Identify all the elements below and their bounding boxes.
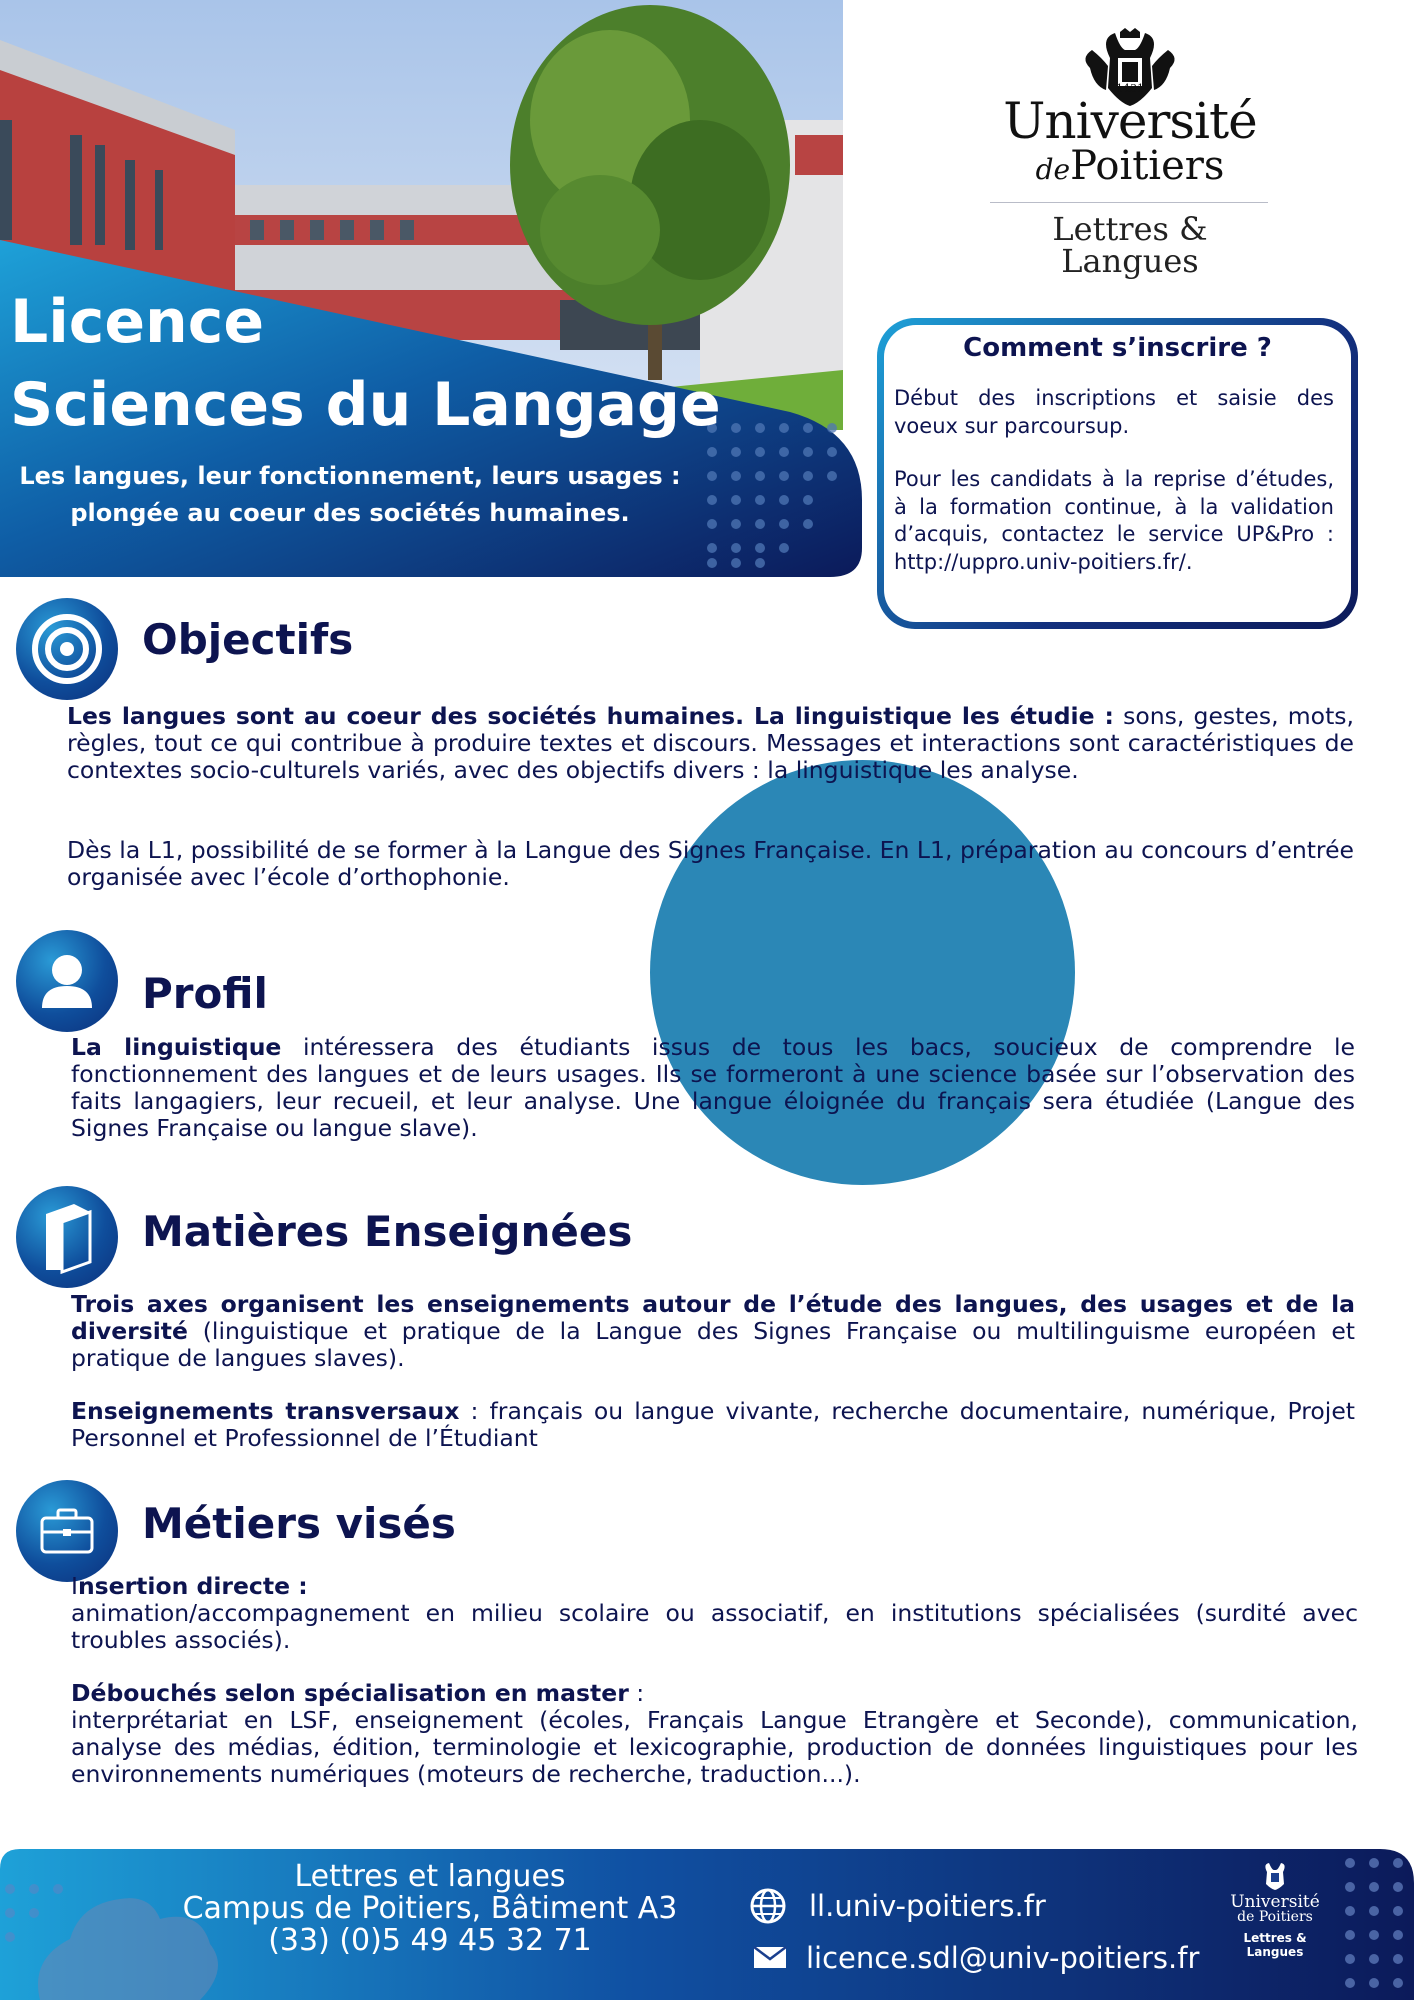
profil-paragraph [71,1034,1355,1142]
objectifs-paragraph-2: Dès la L1, possibilité de se former à la Langue des Signes Française. En L1, préparation au concours d’entrée organisée avec l’école d’orthophonie. [67,836,1354,891]
objectifs-lead: Les langues sont au coeur des sociétés humaines. La linguistique les étudie : [67,702,1114,730]
profil-text: intéressera des étudiants issus de tous les bacs, soucieux de comprendre le fonctionnement des langues et de leurs usages. Ils se formeront à une science basée sur l’observation des faits langagiers, leur recueil, et leur analyse. Une langue éloignée du français sera étudiée (Langue des Signes Française ou langue slave). [71,1033,1355,1142]
website-link[interactable]: ll.univ-poitiers.fr [809,1889,1046,1923]
insertion-label: nsertion directe : [77,1572,308,1600]
logo-name-city: Poitiers [1070,143,1225,189]
email-link[interactable]: licence.sdl@univ-poitiers.fr [806,1941,1200,1975]
matieres-title: Matières Enseignées [142,1207,633,1256]
target-icon [16,598,118,700]
profil-lead: La linguistique [71,1033,282,1061]
footer-logo [1215,1862,1335,1959]
logo-divider [990,202,1268,203]
inscription-title: Comment s’inscrire ? [963,333,1272,363]
matieres-paragraph-2 [71,1398,1355,1452]
objectifs-paragraph-1 [67,703,1354,784]
briefcase-icon [16,1480,118,1582]
footer-logo-faculty: Lettres & Langues [1243,1931,1307,1959]
mail-icon [753,1945,787,1969]
logo-name-prefix: de [1035,153,1071,186]
objectifs-text: sons, gestes, mots, règles, tout ce qui contribue à produire textes et discours. Messages et interactions sont caractéristiques de contextes socio-culturels variés, avec des objectifs divers : la linguistique les analyse. [67,702,1354,784]
objectifs-title: Objectifs [142,615,354,664]
debouches-label: Débouchés selon spécialisation en master [71,1679,629,1707]
logo-name-line1: Université [1003,92,1257,150]
inscription-text-2: Pour les candidats à la reprise d’études, à la formation continue, à la validation d’acquis, contactez le service UP&Pro : http://uppro.univ-poitiers.fr/. [894,467,1334,574]
hero-subtitle: Les langues, leur fonctionnement, leurs usages : plongée au coeur des sociétés humaines. [19,462,681,527]
logo-name-line2 [980,143,1280,189]
inscription-text-1: Début des inscriptions et saisie des voeux sur parcoursup. [894,386,1334,438]
metiers-section-icon [16,1480,118,1582]
metiers-title: Métiers visés [142,1499,456,1548]
profil-title: Profil [142,969,268,1018]
footer-logo-name2: de Poitiers [1237,1909,1313,1925]
insertion-initial: I [71,1572,78,1600]
transversaux-lead: Enseignements transversaux [71,1397,460,1425]
objectifs-section-icon [16,598,118,700]
footer-address: Campus de Poitiers, Bâtiment A3 [182,1891,678,1926]
globe-icon [747,1885,789,1927]
book-icon [16,1186,118,1288]
logo-faculty: Lettres & Langues [1052,210,1208,280]
user-icon [16,930,118,1032]
matieres-text: (linguistique et pratique de la Langue des Signes Française ou multilinguisme européen et pratique de langues slaves). [71,1317,1355,1372]
logo-year: 1431 [1116,82,1144,95]
insertion-text: animation/accompagnement en milieu scolaire ou associatif, en institutions spécialisées (surdité avec troubles associés). [71,1599,1358,1654]
footer-phone: (33) (0)5 49 45 32 71 [268,1923,592,1958]
footer-crest-icon [1255,1862,1295,1890]
profil-section-icon [16,930,118,1032]
matieres-section-icon [16,1186,118,1288]
title-line-1: Licence [10,287,265,357]
debouches-heading [71,1680,1358,1707]
footer-faculty: Lettres et langues [294,1859,566,1894]
footer-logo-name1: Université [1230,1892,1320,1912]
debouches-text: interprétariat en LSF, enseignement (écoles, Français Langue Etrangère et Seconde), communication, analyse des médias, édition, terminologie et lexicographie, production de données linguistiques pour les environnements numériques (moteurs de recherche, traduction...). [71,1706,1358,1788]
transversaux-text: : français ou langue vivante, recherche documentaire, numérique, Projet Personnel et Professionnel de l’Étudiant [71,1397,1356,1452]
title-line-2: Sciences du Langage [10,370,721,440]
matieres-lead: Trois axes organisent les enseignements autour de l’étude des langues, des usages et de la diversité [71,1290,1355,1345]
insertion-heading [71,1573,1358,1600]
matieres-paragraph-1 [71,1291,1355,1372]
debouches-colon: : [628,1679,645,1707]
university-logo [980,28,1280,280]
